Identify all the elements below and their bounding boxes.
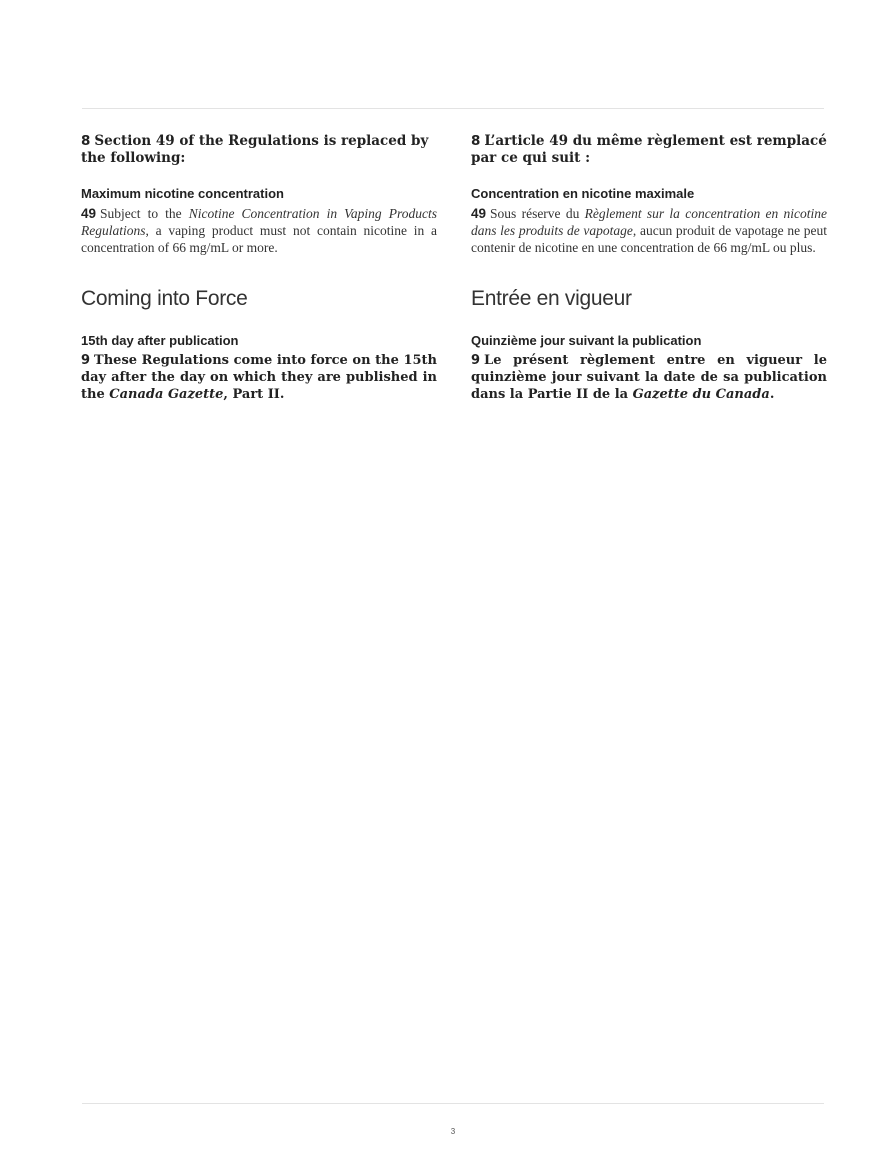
provision-block-fr xyxy=(471,185,827,256)
top-rule xyxy=(82,108,824,109)
cif-text-pre: These Regulations come into force on the 15th day after the day on which they are published in the xyxy=(81,353,437,402)
cif-text-post-fr: . xyxy=(769,387,775,402)
provision-text-post: , a vaping product must not contain nicotine in a concentration of 66 mg/mL or more. xyxy=(81,223,437,255)
amending-number: 8 xyxy=(81,133,91,149)
french-column xyxy=(471,133,828,402)
amending-text: Section 49 of the Regulations is replaced by the following: xyxy=(81,133,429,166)
page-number: 3 xyxy=(450,1127,456,1136)
bottom-rule xyxy=(82,1103,824,1104)
marginal-note-fr: Concentration en nicotine maximale xyxy=(471,186,695,201)
section-heading-fr: Entrée en vigueur xyxy=(471,287,632,310)
provision-text-fr xyxy=(471,205,827,256)
cif-text-pre-fr: Le présent règlement entre en vigueur le quinzième jour suivant la date de sa publication dans la Partie II de la xyxy=(471,353,827,402)
provision-number: 49 xyxy=(81,206,97,221)
amending-instruction xyxy=(81,133,437,185)
provision-number-fr: 49 xyxy=(471,206,487,221)
gazette-title: Canada Gazette xyxy=(109,387,224,402)
cif-number: 9 xyxy=(81,353,91,368)
regulation-title: Nicotine Concentration in Vaping Products Regulations xyxy=(81,206,437,238)
section-heading-block xyxy=(81,286,437,312)
cif-marginal-note-fr: Quinzième jour suivant la publication xyxy=(471,333,702,348)
cif-text-post: , Part II. xyxy=(223,387,285,402)
provision-text-pre: Subject to the xyxy=(100,206,189,221)
regulation-title-fr: Règlement sur la concentration en nicotine dans les produits de vapotage xyxy=(471,206,827,238)
amending-instruction-fr xyxy=(471,133,827,185)
provision-text xyxy=(81,205,437,256)
provision-text-pre-fr: Sous réserve du xyxy=(490,206,585,221)
cif-number-fr: 9 xyxy=(471,353,481,368)
marginal-note: Maximum nicotine concentration xyxy=(81,186,284,201)
cif-marginal-note: 15th day after publication xyxy=(81,333,239,348)
provision-block xyxy=(81,185,437,256)
amending-text-fr: L’article 49 du même règlement est remplacé par ce qui suit : xyxy=(471,133,827,166)
section-heading-block-fr xyxy=(471,286,827,312)
coming-into-force-block-fr xyxy=(471,332,827,403)
provision-text-post-fr: , aucun produit de vapotage ne peut contenir de nicotine en une concentration de 66 mg/mL ou plus. xyxy=(471,223,828,255)
cif-text xyxy=(81,352,437,403)
english-column xyxy=(81,133,437,402)
cif-text-fr xyxy=(471,352,827,403)
coming-into-force-block xyxy=(81,332,437,403)
section-heading: Coming into Force xyxy=(81,287,248,310)
gazette-title-fr: Gazette du Canada xyxy=(632,387,770,402)
amending-number-fr: 8 xyxy=(471,133,481,149)
